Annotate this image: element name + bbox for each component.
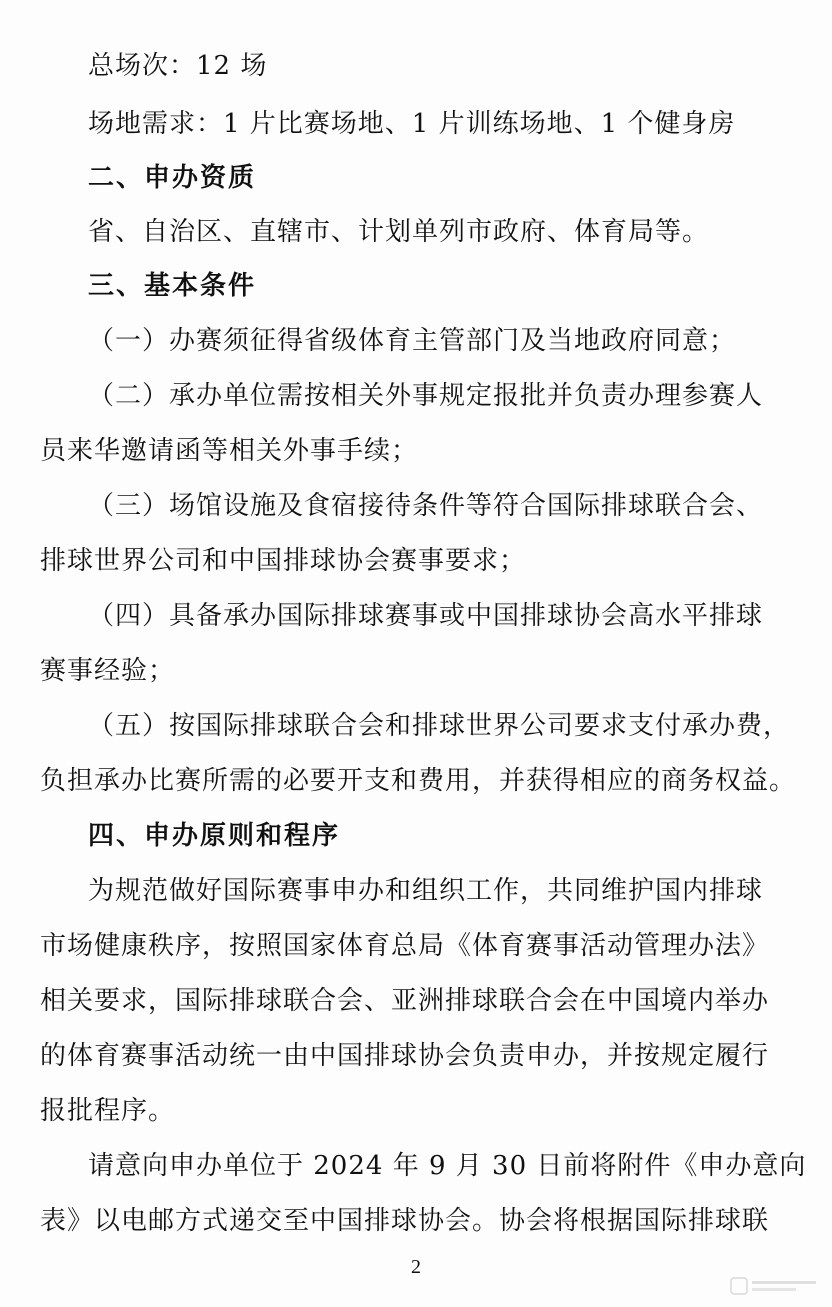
condition-4-line: （四）具备承办国际排球赛事或中国排球协会高水平排球 <box>88 601 764 631</box>
venue-requirement-line: 场地需求：1 片比赛场地、1 片训练场地、1 个健身房 <box>88 109 736 139</box>
principle-para-line-3: 相关要求，国际排球联合会、亚洲排球联合会在中国境内举办 <box>40 986 770 1016</box>
page-number: 2 <box>411 1256 421 1278</box>
total-matches-line: 总场次：12 场 <box>88 51 268 81</box>
procedure-para-line-1: 请意向申办单位于 2024 年 9 月 30 日前将附件《申办意向 <box>88 1151 807 1181</box>
condition-5-cont-line: 负担承办比赛所需的必要开支和费用，并获得相应的商务权益。 <box>40 766 797 796</box>
condition-2-line: （二）承办单位需按相关外事规定报批并负责办理参赛人 <box>88 381 764 411</box>
condition-3-cont-line: 排球世界公司和中国排球协会赛事要求； <box>40 546 527 576</box>
section-heading-4: 四、申办原则和程序 <box>88 821 341 851</box>
section-heading-2: 二、申办资质 <box>88 163 257 193</box>
principle-para-line-5: 报批程序。 <box>40 1096 176 1126</box>
watermark-logo <box>730 1275 820 1297</box>
procedure-para-line-2: 表》以电邮方式递交至中国排球协会。协会将根据国际排球联 <box>40 1206 770 1236</box>
section-heading-3: 三、基本条件 <box>88 271 257 301</box>
qualification-line: 省、自治区、直辖市、计划单列市政府、体育局等。 <box>88 217 710 247</box>
principle-para-line-1: 为规范做好国际赛事申办和组织工作，共同维护国内排球 <box>88 876 764 906</box>
condition-5-line: （五）按国际排球联合会和排球世界公司要求支付承办费， <box>88 711 791 741</box>
condition-1-line: （一）办赛须征得省级体育主管部门及当地政府同意； <box>88 326 737 356</box>
condition-2-cont-line: 员来华邀请函等相关外事手续； <box>40 436 419 466</box>
condition-3-line: （三）场馆设施及食宿接待条件等符合国际排球联合会、 <box>88 491 764 521</box>
principle-para-line-4: 的体育赛事活动统一由中国排球协会负责申办，并按规定履行 <box>40 1041 770 1071</box>
principle-para-line-2: 市场健康秩序，按照国家体育总局《体育赛事活动管理办法》 <box>40 931 770 961</box>
condition-4-cont-line: 赛事经验； <box>40 656 176 686</box>
